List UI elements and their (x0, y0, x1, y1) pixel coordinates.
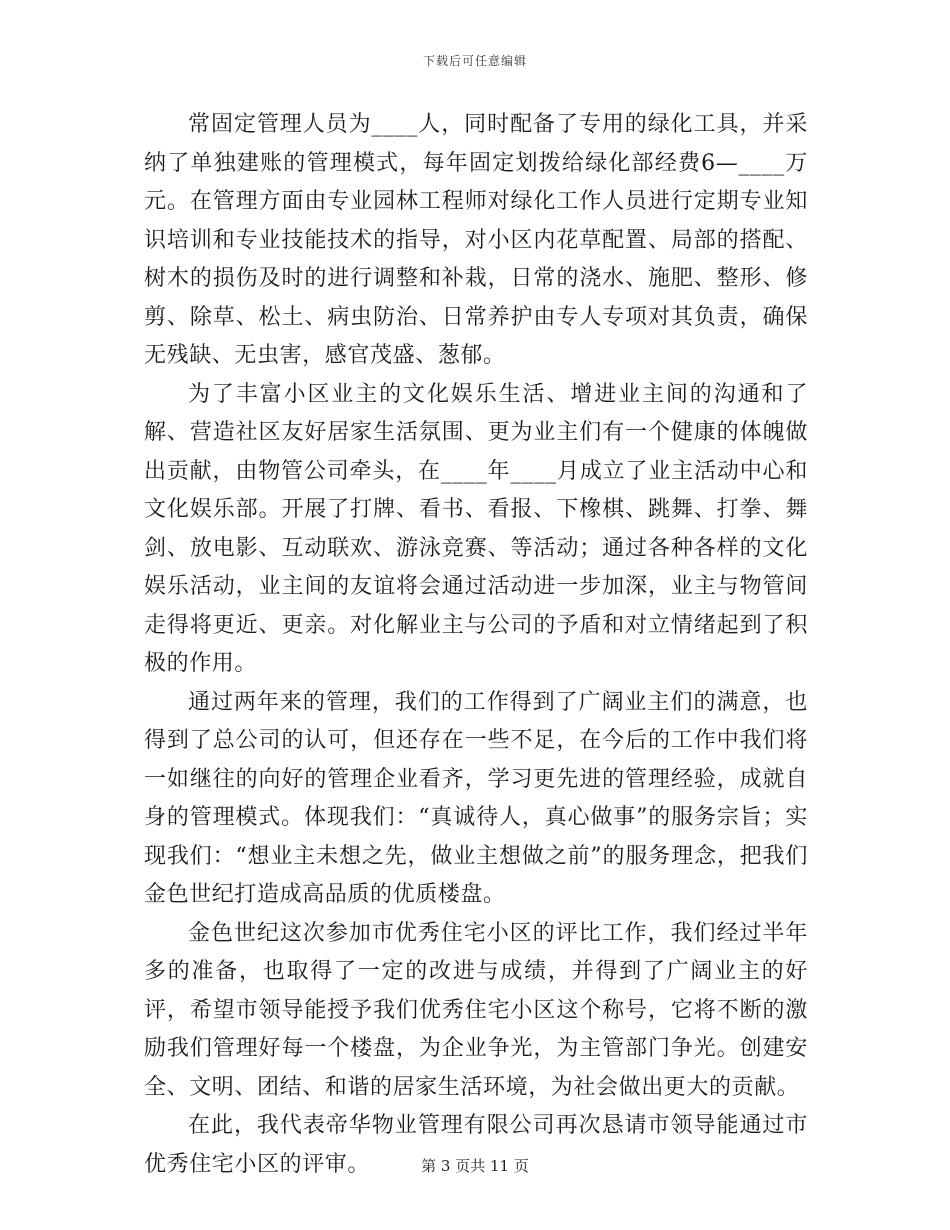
page-number: 第 3 页共 11 页 (421, 1157, 529, 1175)
paragraph-two-year-review: 通过两年来的管理，我们的工作得到了广阔业主们的满意，也得到了总公司的认可，但还存在一些不足，在今后的工作中我们将一如继往的向好的管理企业看齐，学习更先进的管理经验，成就自身的管理模式。体现我们：“真诚待人，真心做事”的服务宗旨；实现我们：“想业主未想之先，做业主想做之前”的服务理念，把我们金色世纪打造成高品质的优质楼盘。 (144, 689, 808, 907)
paragraph-evaluation-request: 金色世纪这次参加市优秀住宅小区的评比工作，我们经过半年多的准备，也取得了一定的改进与成绩，并得到了广阔业主的好评，希望市领导能授予我们优秀住宅小区这个称号，它将不断的激励我们管理好每一个楼盘，为企业争光，为主管部门争光。创建安全、文明、团结、和谐的居家生活环境，为社会做出更大的贡献。 (144, 920, 808, 1100)
header-note: 下载后可任意编辑 (422, 54, 527, 68)
paragraph-greening-management: 常固定管理人员为____人，同时配备了专用的绿化工具，并采纳了单独建账的管理模式，每年固定划拨给绿化部经费6—____万元。在管理方面由专业园林工程师对绿化工作人员进行定期专业知识培训和专业技能技术的指导，对小区内花草配置、局部的搭配、树木的损伤及时的进行调整和补栽，日常的浇水、施肥、整形、修剪、除草、松土、病虫防治、日常养护由专人专项对其负责，确保无残缺、无虫害，感官茂盛、葱郁。 (144, 112, 808, 368)
paragraph-cultural-activities: 为了丰富小区业主的文化娱乐生活、增进业主间的沟通和了解、营造社区友好居家生活氛围、更为业主们有一个健康的体魄做出贡献，由物管公司牵头，在____年____月成立了业主活动中心和文化娱乐部。开展了打牌、看书、看报、下橡棋、跳舞、打拳、舞剑、放电影、互动联欢、游泳竞赛、等活动；通过各种各样的文化娱乐活动，业主间的友谊将会通过活动进一步加深，业主与物管间走得将更近、更亲。对化解业主与公司的予盾和对立情绪起到了积极的作用。 (144, 381, 808, 676)
paragraph-closing: 在此，我代表帝华物业管理有限公司再次恳请市领导能通过市优秀住宅小区的评审。 (144, 1113, 808, 1177)
document-body (144, 106, 808, 1184)
